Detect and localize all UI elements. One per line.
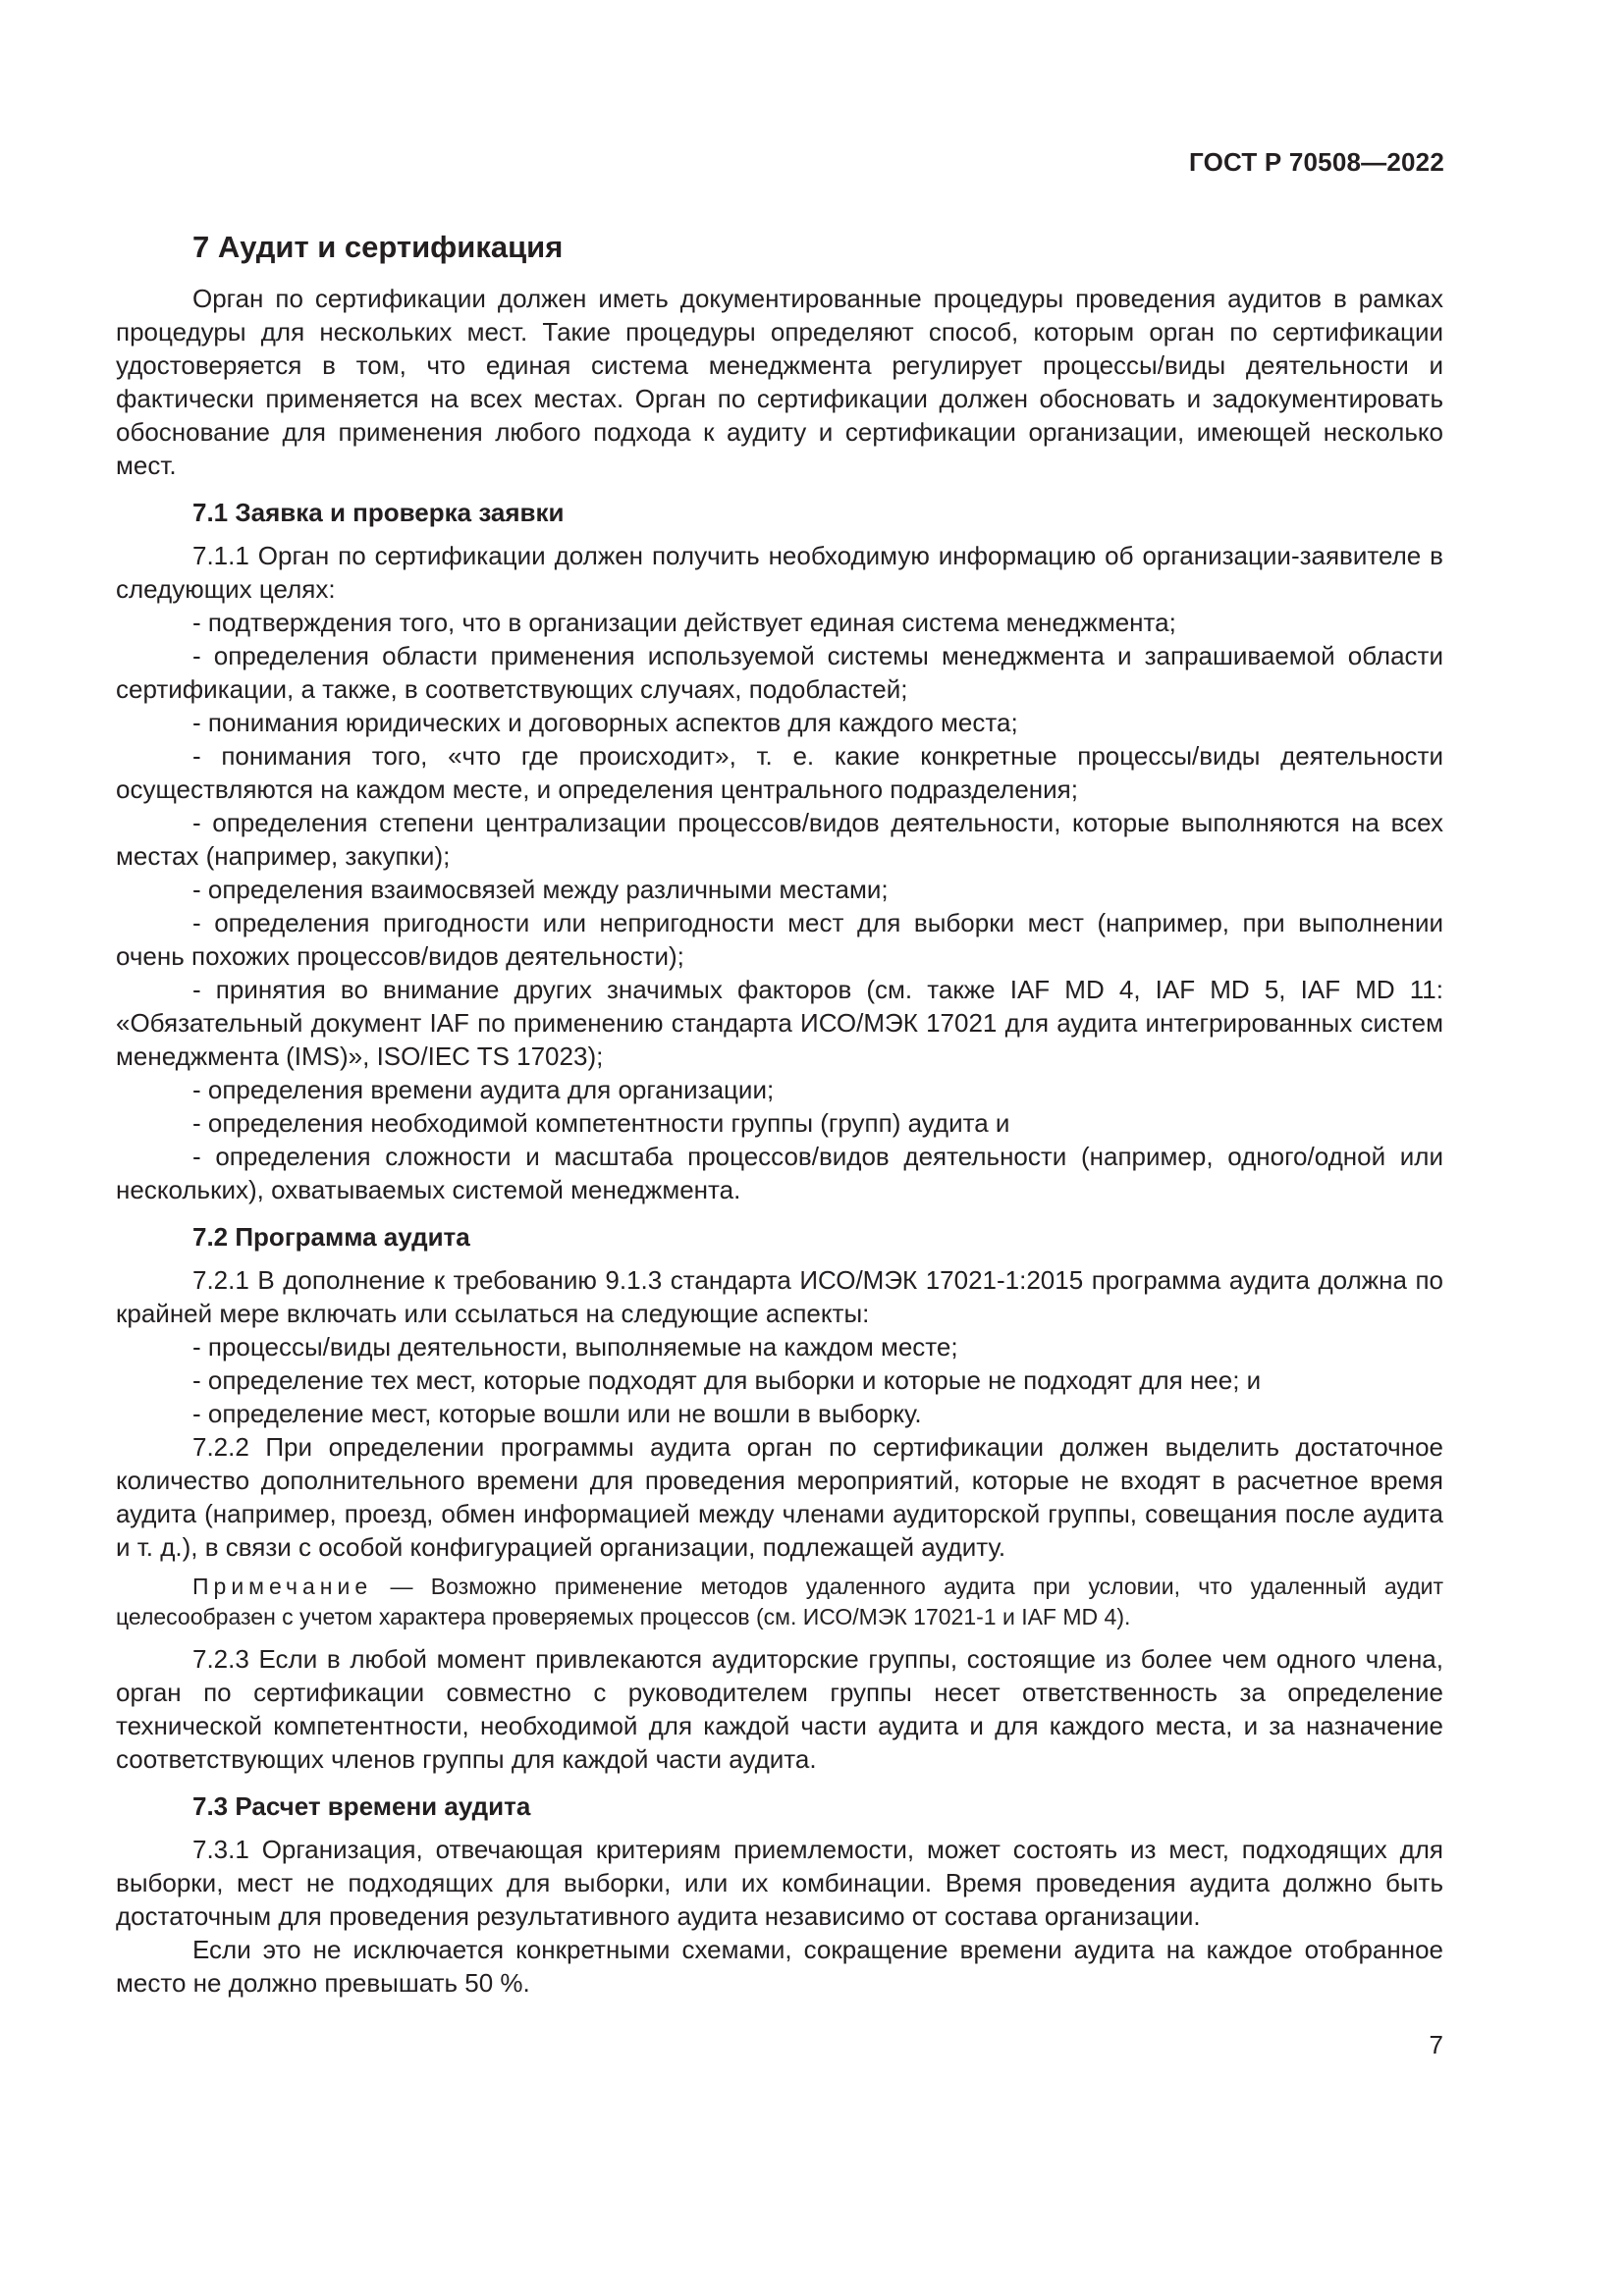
paragraph-7-1-1: 7.1.1 Орган по сертификации должен получить необходимую информацию об организации-заявителе в следующих целях: xyxy=(116,541,1443,604)
section-7-1-heading: 7.1 Заявка и проверка заявки xyxy=(192,498,565,527)
list-item: - подтверждения того, что в организации действует единая система менеджмента; xyxy=(192,608,1176,637)
note xyxy=(116,1572,1443,1632)
list-item: - определение мест, которые вошли или не вошли в выборку. xyxy=(192,1399,922,1428)
paragraph-7-2-2: 7.2.2 При определении программы аудита орган по сертификации должен выделить достаточное количество дополнительного времени для проведения мероприятий, которые не входят в расчетное время аудита (например, проезд, обмен информацией между членами аудиторской группы, совещания после аудита и т. д.), в связи с особой конфигурацией организации, подлежащей аудиту. xyxy=(116,1432,1443,1562)
section-7-3-heading: 7.3 Расчет времени аудита xyxy=(192,1791,531,1821)
list-item: - определения взаимосвязей между различными местами; xyxy=(192,875,889,904)
list-item: - определения необходимой компетентности группы (групп) аудита и xyxy=(192,1108,1010,1138)
list-item: - принятия во внимание других значимых факторов (см. также IAF MD 4, IAF MD 5, IAF MD 11: «Обязательный документ IAF по применению стандарта ИСО/МЭК 17021 для аудита интегрированных систем менеджмента (IMS)», ISO/IEC TS 17023); xyxy=(116,975,1443,1071)
list-item: - определения степени централизации процессов/видов деятельности, которые выполняются на всех местах (например, закупки); xyxy=(116,808,1443,871)
list-item: - определения времени аудита для организации; xyxy=(192,1075,775,1104)
paragraph-7-2-1: 7.2.1 В дополнение к требованию 9.1.3 стандарта ИСО/МЭК 17021-1:2015 программа аудита должна по крайней мере включать или ссылаться на следующие аспекты: xyxy=(116,1265,1443,1328)
list-item: - определения сложности и масштаба процессов/видов деятельности (например, одного/одной или нескольких), охватываемых системой менеджмента. xyxy=(116,1142,1443,1204)
list-item: - понимания юридических и договорных аспектов для каждого места; xyxy=(192,708,1018,737)
note-label: Примечание xyxy=(192,1574,373,1599)
list-item: - процессы/виды деятельности, выполняемые на каждом месте; xyxy=(192,1332,958,1362)
section-7-2-heading: 7.2 Программа аудита xyxy=(192,1222,470,1252)
document-header-id: ГОСТ Р 70508—2022 xyxy=(1189,147,1444,177)
note-text: — Возможно применение методов удаленного аудита при условии, что удаленный аудит целесообразен с учетом характера проверяемых процессов (см. ИСО/МЭК 17021-1 и IAF MD 4). xyxy=(116,1574,1443,1629)
paragraph-7-2-3: 7.2.3 Если в любой момент привлекаются аудиторские группы, состоящие из более чем одного члена, орган по сертификации совместно с руководителем группы несет ответственность за определение технической компетентности, необходимой для каждой части аудита и для каждого места, и за назначение соответствующих членов группы для каждой части аудита. xyxy=(116,1644,1443,1774)
page-number: 7 xyxy=(1429,2030,1443,2059)
list-item: - определения пригодности или непригодности мест для выборки мест (например, при выполнении очень похожих процессов/видов деятельности); xyxy=(116,908,1443,971)
list-item: - определения области применения используемой системы менеджмента и запрашиваемой области сертификации, а также, в соответствующих случаях, подобластей; xyxy=(116,641,1443,704)
section-7-heading: 7 Аудит и сертификация xyxy=(192,230,564,264)
list-item: - определение тех мест, которые подходят для выборки и которые не подходят для нее; и xyxy=(192,1365,1262,1395)
document-body xyxy=(116,228,1443,2000)
paragraph-7-3-2: Если это не исключается конкретными схемами, сокращение времени аудита на каждое отобранное место не должно превышать 50 %. xyxy=(116,1935,1443,1998)
section-7-intro: Орган по сертификации должен иметь документированные процедуры проведения аудитов в рамках процедуры для нескольких мест. Такие процедуры определяют способ, которым орган по сертификации удостоверяется в том, что единая система менеджмента регулирует процессы/виды деятельности и фактически применяется на всех местах. Орган по сертификации должен обосновать и задокументировать обоснование для применения любого подхода к аудиту и сертификации организации, имеющей несколько мест. xyxy=(116,284,1443,480)
paragraph-7-3-1: 7.3.1 Организация, отвечающая критериям приемлемости, может состоять из мест, подходящих для выборки, мест не подходящих для выборки, или их комбинации. Время проведения аудита должно быть достаточным для проведения результативного аудита независимо от состава организации. xyxy=(116,1835,1443,1931)
list-item: - понимания того, «что где происходит», т. е. какие конкретные процессы/виды деятельности осуществляются на каждом месте, и определения центрального подразделения; xyxy=(116,741,1443,804)
